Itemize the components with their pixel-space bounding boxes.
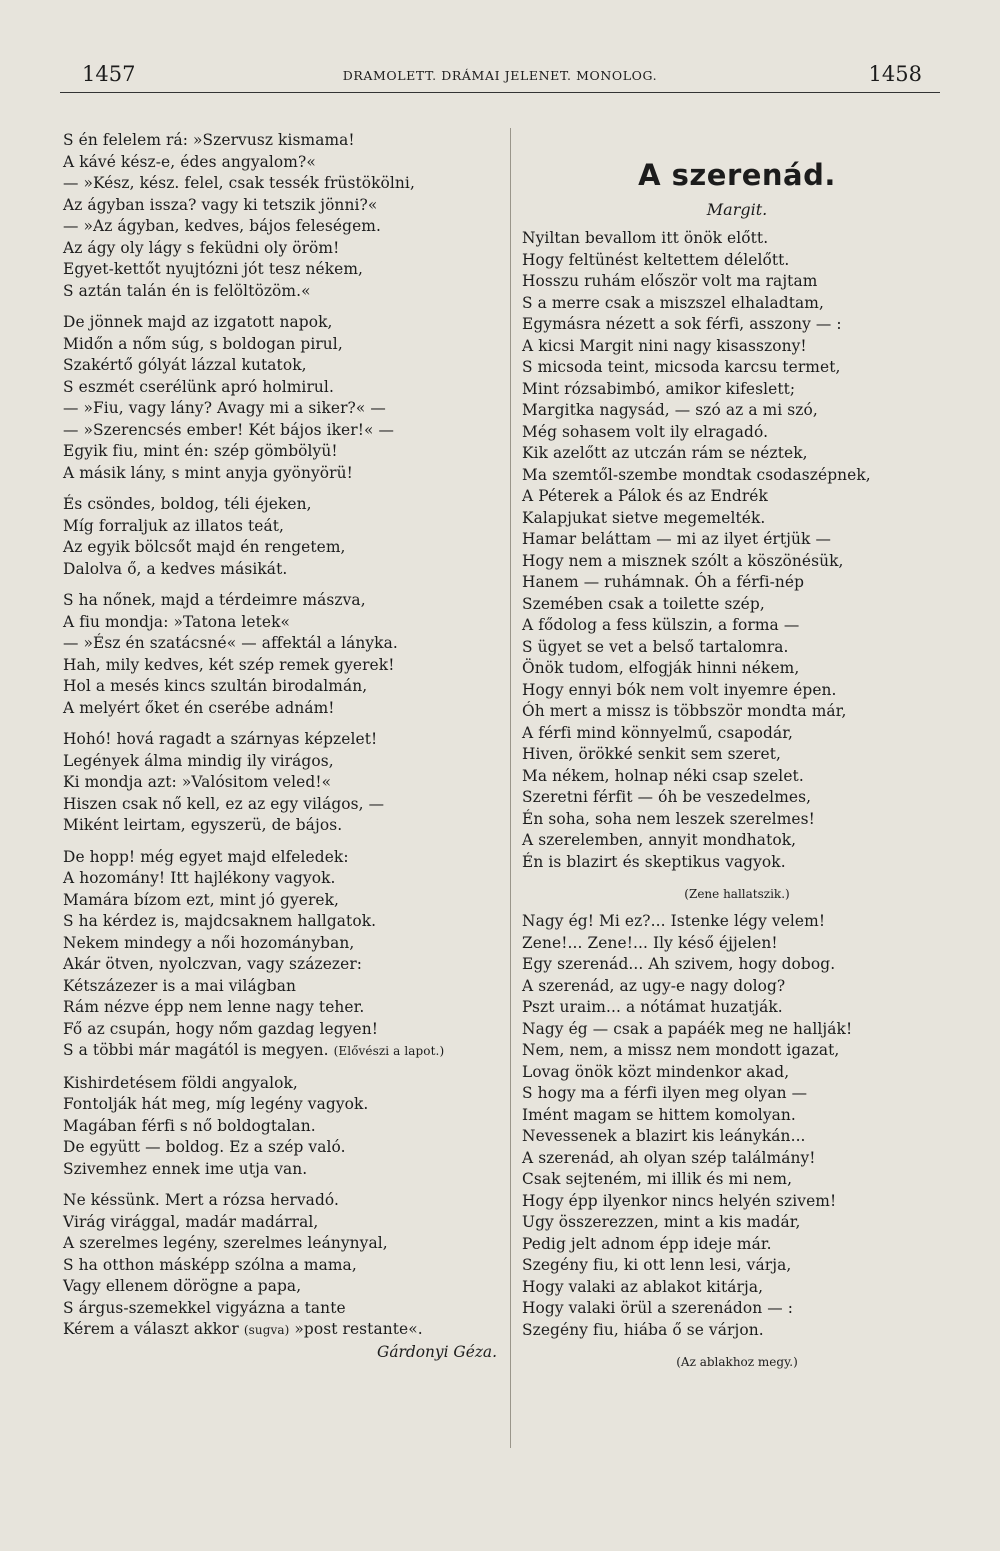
poem-line: Nyiltan bevallom itt önök előtt. [522,229,769,247]
poem-line: — »Fiu, vagy lány? Avagy mi a siker?« — [63,399,386,417]
poem-line: Szeretni férfit — óh be veszedelmes, [522,788,812,806]
poem-line: Hiven, örökké senkit sem szeret, [522,745,781,763]
stanza [63,130,503,302]
poem-line: Ugy összerezzen, mint a kis madár, [522,1213,801,1231]
poem-line: Egy szerenád... Ah szivem, hogy dobog. [522,955,836,973]
poem-line: Én is blazirt és skeptikus vagyok. [522,852,786,871]
right-column [522,130,952,1379]
poem-line: Fő az csupán, hogy nőm gazdag legyen! [63,1019,378,1038]
poem-line: S aztán talán én is felöltözöm.« [63,281,311,300]
poem-line-text: S a többi már magától is megyen. [63,1041,329,1059]
poem-line: Egyet-kettőt nyujtózni jót tesz nékem, [63,260,364,278]
poem-line [63,1319,503,1342]
poem-line: Nagy ég — csak a papáék meg ne hallják! [522,1019,853,1038]
poem-line: Mamára bízom ezt, mint jó gyerek, [63,890,340,909]
poem-line: Hogy nem a misznek szólt a köszönésük, [522,551,844,570]
poem-line: A szerenád, ah olyan szép találmány! [522,1148,816,1167]
poem-line: Hogy valaki az ablakot kitárja, [522,1277,764,1296]
poem-line: Rám nézve épp nem lenne nagy teher. [63,998,365,1016]
poem-line: Miként leirtam, egyszerü, de bájos. [63,816,343,834]
poem-line: Zene!... Zene!... Ily késő éjjelen! [522,933,778,952]
poem-line: S a merre csak a miszszel elhaladtam, [522,293,824,312]
poem-line: Egyik fiu, mint én: szép gömbölyü! [63,442,338,460]
stanza [63,494,503,580]
poem-line: Kishirdetésem földi angyalok, [63,1073,298,1092]
poem-line: Magában férfi s nő boldogtalan. [63,1116,316,1135]
poem-line: Kétszázezer is a mai világban [63,976,297,995]
poem-line: Még sohasem volt ily elragadó. [522,422,769,441]
poem-line: Akár ötven, nyolczvan, vagy százezer: [63,955,363,973]
stage-direction: (Elővészi a lapot.) [333,1044,445,1058]
poem-line: Szakértő gólyát lázzal kutatok, [63,356,307,374]
poem-line: Hah, mily kedves, két szép remek gyerek! [63,655,395,674]
poem-line: Dalolva ő, a kedves másikát. [63,559,288,578]
poem-line: — »Az ágyban, kedves, bájos feleségem. [63,217,381,235]
poem-line: Nem, nem, a missz nem mondott igazat, [522,1041,840,1059]
poem-line: — »Ész én szatácsné« — affektál a lányka. [63,634,398,652]
poem-line: Míg forraljuk az illatos teát, [63,516,285,535]
poem-line: Nekem mindegy a női hozományban, [63,933,355,952]
poem-line: Óh mert a missz is többször mondta már, [522,702,847,720]
poem-line: A hozomány! Itt hajlékony vagyok. [63,869,336,887]
stanza [63,590,503,719]
speaker-name: Margit. [706,200,768,219]
poem-line: Ma szemtől-szembe mondtak csodaszépnek, [522,465,871,484]
poem-line: A fiu mondja: »Tatona letek« [63,612,291,631]
poem-line: Hanem — ruhámnak. Óh a férfi-nép [522,573,805,591]
poem-line [63,1040,503,1063]
stanza [63,729,503,837]
poem-line: S hogy ma a férfi ilyen meg olyan — [522,1084,808,1102]
poem-line-text: »post restante«. [294,1320,423,1338]
poem-line: Imént magam se hittem komolyan. [522,1105,796,1124]
poem-line: S ha nőnek, majd a térdeimre mászva, [63,591,366,609]
author-signature: Gárdonyi Géza. [377,1342,497,1361]
poem-line: Midőn a nőm súg, s boldogan pirul, [63,334,343,353]
poem-line: A melyért őket én cserébe adnám! [63,698,335,717]
poem-line: Hamar beláttam — mi az ilyet értjük — [522,530,831,548]
poem-line: A fődolog a fess külszin, a forma — [522,616,800,634]
stanza [63,1073,503,1181]
poem-line: Hohó! hová ragadt a szárnyas képzelet! [63,730,378,748]
poem-line: De hopp! még egyet majd elfeledek: [63,847,349,866]
poem-line: Kik azelőtt az utczán rám se néztek, [522,444,808,462]
poem-line: Virág virággal, madár madárral, [63,1212,319,1231]
poem-line: Ma nékem, holnap néki csap szelet. [522,766,804,785]
left-column [63,130,503,1373]
poem-line: Egymásra nézett a sok férfi, asszony — : [522,315,842,333]
poem-line: Margitka nagysád, — szó az a mi szó, [522,401,818,419]
poem-line: Legények álma mindig ily virágos, [63,751,334,770]
stage-direction: (Zene hallatszik.) [684,887,790,901]
poem-line: Fontolják hát meg, míg legény vagyok. [63,1095,369,1113]
poem-line: Hosszu ruhám először volt ma rajtam [522,272,818,290]
poem-line: De jönnek majd az izgatott napok, [63,313,333,331]
left-stanza-last [63,847,503,1063]
poem-line: — »Kész, kész. felel, csak tessék früstökölni, [63,174,415,192]
poem-line: — »Szerencsés ember! Két bájos iker!« — [63,420,394,439]
stage-direction: (sugva) [243,1323,290,1337]
poem-line: Szegény fiu, hiába ő se várjon. [522,1320,764,1339]
poem-line: Az egyik bölcsőt majd én rengetem, [63,538,346,556]
poem-line: Hogy ennyi bók nem volt inyemre épen. [522,680,837,699]
poem-line: S ügyet se vet a belső tartalomra. [522,637,789,656]
column-divider [510,128,511,1448]
right-stanza-1 [522,228,952,873]
poem-line: Hiszen csak nő kell, ez az egy világos, — [63,794,385,813]
poem-line: Önök tudom, elfogják hinni nékem, [522,659,800,677]
left-stanzas [63,130,503,837]
poem-line: De együtt — boldog. Ez a szép való. [63,1138,346,1156]
poem-line: A kicsi Margit nini nagy kisasszony! [522,336,807,355]
poem-line: Pedig jelt adnom épp ideje már. [522,1234,772,1253]
poem-line: Nevessenek a blazirt kis leánykán... [522,1127,806,1145]
poem-line: Szemében csak a toilette szép, [522,594,765,613]
page-number-left: 1457 [82,62,136,86]
poem-line: S én felelem rá: »Szervusz kismama! [63,131,355,149]
poem-line: S micsoda teint, micsoda karcsu termet, [522,358,841,376]
poem-line: Én soha, soha nem leszek szerelmes! [522,809,815,828]
poem-line: Ne késsünk. Mert a rózsa hervadó. [63,1191,339,1209]
stanza [63,312,503,484]
left-final-stanza [63,1190,503,1363]
poem-line: Vagy ellenem dörögne a papa, [63,1277,302,1295]
poem-line: A szerelmes legény, szerelmes leánynyal, [63,1234,388,1252]
page-number-right: 1458 [868,62,922,86]
poem-line: A kávé kész-e, édes angyalom?« [63,152,316,171]
poem-line: Hol a mesés kincs szultán birodalmán, [63,677,368,695]
poem-line: A szerelemben, annyit mondhatok, [522,831,797,849]
poem-line: Szivemhez ennek ime utja van. [63,1159,308,1178]
poem-line: Mint rózsabimbó, amikor kifeslett; [522,379,796,398]
poem-line: A Péterek a Pálok és az Endrék [522,487,768,505]
poem-line: Hogy feltünést keltettem délelőtt. [522,250,790,269]
poem-line: Hogy valaki örül a szerenádon — : [522,1299,794,1317]
poem-title: A szerenád. [638,158,836,192]
poem-line: És csöndes, boldog, téli éjeken, [63,495,312,513]
poem-line-text: Kérem a választ akkor [63,1320,239,1338]
right-stanza-2 [522,911,952,1341]
running-title: DRAMOLETT. DRÁMAI JELENET. MONOLOG. [342,68,658,83]
page-header [60,56,940,93]
poem-line: A szerenád, az ugy-e nagy dolog? [522,976,786,995]
poem-line: Az ágyban issza? vagy ki tetszik jönni?« [63,195,378,214]
stage-direction: (Az ablakhoz megy.) [676,1355,798,1369]
poem-line: S eszmét cserélünk apró holmirul. [63,377,334,396]
poem-line: Hogy épp ilyenkor nincs helyén szivem! [522,1191,837,1210]
poem-line: Kalapjukat sietve megemelték. [522,508,766,527]
poem-line: A másik lány, s mint anyja gyönyörü! [63,463,353,482]
poem-line: Az ágy oly lágy s feküdni oly öröm! [63,238,340,257]
left-stanzas-after [63,1073,503,1181]
poem-line: S árgus-szemekkel vigyázna a tante [63,1298,346,1317]
poem-line: Lovag önök közt mindenkor akad, [522,1062,790,1081]
poem-line: S ha otthon másképp szólna a mama, [63,1255,357,1274]
poem-line: Pszt uraim... a nótámat huzatják. [522,998,783,1016]
poem-line: S ha kérdez is, majdcsaknem hallgatok. [63,912,377,930]
poem-line: Ki mondja azt: »Valósitom veled!« [63,773,332,791]
poem-line: Csak sejteném, mi illik és mi nem, [522,1170,793,1188]
poem-line: Szegény fiu, ki ott lenn lesi, várja, [522,1256,792,1274]
poem-line: Nagy ég! Mi ez?... Istenke légy velem! [522,912,826,930]
poem-line: A férfi mind könnyelmű, csapodár, [522,723,793,742]
